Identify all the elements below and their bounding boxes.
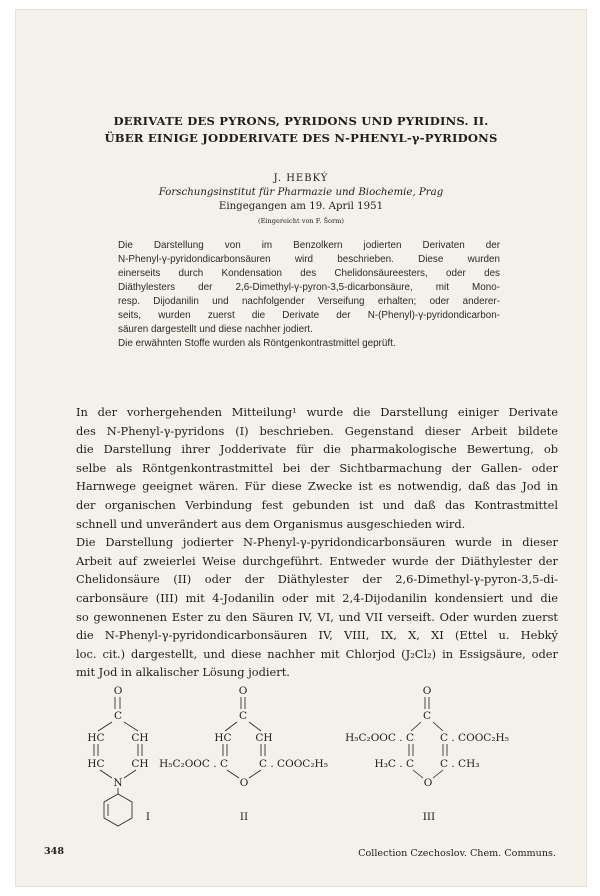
- abstract-line: seits, wurden zuerst die Derivate der N-(Phenyl)-γ-pyridondicarbon-: [118, 310, 500, 321]
- abstract-paragraph-1: [104, 239, 500, 337]
- article-title-line-1: DERIVATE DES PYRONS, PYRIDONS UND PYRIDINS. II.: [113, 114, 489, 128]
- body-line: des N-Phenyl-γ-pyridons (I) beschrieben. Gegenstand dieser Arbeit bildete: [76, 423, 558, 438]
- abstract-line: Diäthylesters der 2,6-Dimethyl-γ-pyron-3,5-dicarbonsäure, mit Mono-: [118, 282, 500, 293]
- atom-label: O: [238, 685, 248, 697]
- atom-label: N: [113, 777, 123, 789]
- institute: Forschungsinstitut für Pharmazie und Biochemie, Prag: [158, 187, 444, 198]
- atom-label: C: [238, 710, 248, 722]
- body-line: carbonsäure (III) mit 4-Jodanilin oder mit 2,4-Dijodanilin kondensiert und die: [76, 590, 558, 605]
- body-line: so gewonnenen Ester zu den Säuren IV, VI, und VII verseift. Oder wurden zuerst: [76, 609, 558, 624]
- body-line: der organischen Verbindung fest gebunden ist und daß das Kontrastmittel: [76, 497, 558, 512]
- atom-label: C . COOC₂H₅: [259, 758, 328, 770]
- atom-label: CH: [131, 732, 149, 744]
- structure-label-II: II: [239, 811, 249, 823]
- author-name: J. HEBKÝ: [273, 173, 329, 184]
- atom-label: HC: [87, 732, 105, 744]
- abstract-line: einerseits durch Kondensation des Chelidonsäureesters, oder des: [118, 268, 500, 279]
- atom-label: HC: [214, 732, 232, 744]
- atom-label: H₅C₂OOC . C: [345, 732, 414, 744]
- body-text: [60, 403, 558, 682]
- atom-label: CH: [255, 732, 273, 744]
- body-line: die Darstellung ihrer Jodderivate für die pharmakologische Bewertung, ob: [76, 442, 558, 457]
- body-line: Harnwege geeignet wären. Für diese Zwecke ist es notwendig, daß das Jod in: [76, 479, 558, 494]
- received-date: Eingegangen am 19. April 1951: [218, 201, 384, 212]
- presented-by: (Eingereicht von F. Šorm): [258, 217, 344, 225]
- atom-label: C: [422, 710, 432, 722]
- atom-label: CH: [131, 758, 149, 770]
- atom-label: O: [422, 685, 432, 697]
- body-paragraph-2: [60, 533, 558, 682]
- abstract-line: Die Darstellung von im Benzolkern jodierten Derivaten der: [118, 240, 500, 251]
- body-line: Die Darstellung jodierter N-Phenyl-γ-pyridondicarbonsäuren wurde in dieser: [76, 535, 558, 550]
- body-paragraph-1: [60, 403, 558, 533]
- atom-label: H₃C . C: [374, 758, 414, 770]
- atom-label: O: [423, 777, 433, 789]
- structure-II: [159, 685, 328, 823]
- body-line: schnell und unverändert aus dem Organismus ausgeschieden wird.: [76, 516, 466, 531]
- body-line: Chelidonsäure (II) oder der Diäthylester der 2,6-Dimethyl-γ-pyron-3,5-di-: [76, 572, 558, 587]
- atom-label: C: [113, 710, 123, 722]
- chemical-structures: [16, 682, 586, 832]
- body-line: Arbeit auf zweierlei Weise durchgeführt. Entweder wurde der Diäthylester der: [76, 553, 558, 568]
- atom-label: C . COOC₂H₅: [440, 732, 509, 744]
- atom-label: C . CH₃: [440, 758, 480, 770]
- journal-name: Collection Czechoslov. Chem. Communs.: [358, 848, 556, 859]
- body-line: mit Jod in alkalischer Lösung jodiert.: [76, 665, 290, 680]
- structure-I: [87, 685, 150, 826]
- structure-label-III: III: [422, 811, 436, 823]
- structure-III: [345, 685, 509, 823]
- atom-label: O: [239, 777, 249, 789]
- abstract: [104, 239, 500, 351]
- body-line: loc. cit.) dargestellt, und diese nachher mit Chlorjod (J₂Cl₂) in Essigsäure, oder: [76, 646, 558, 661]
- atom-label: HC: [87, 758, 105, 770]
- page-number: 348: [44, 846, 65, 857]
- atom-label: H₅C₂OOC . C: [159, 758, 228, 770]
- journal-page: [16, 10, 586, 886]
- atom-label: O: [113, 685, 123, 697]
- abstract-paragraph-2: Die erwähnten Stoffe wurden als Röntgenkontrastmittel geprüft.: [118, 338, 396, 349]
- abstract-line: N-Phenyl-γ-pyridondicarbonsäuren wird beschrieben. Diese wurden: [118, 254, 500, 265]
- body-line: die N-Phenyl-γ-pyridondicarbonsäuren IV, VIII, IX, X, XI (Ettel u. Hebký: [76, 628, 558, 643]
- abstract-line: säuren dargestellt und diese nachher jodiert.: [118, 324, 313, 335]
- body-line: selbe als Röntgenkontrastmittel bei der Sichtbarmachung der Gallen- oder: [76, 460, 558, 475]
- body-line: In der vorhergehenden Mitteilung¹ wurde die Darstellung einiger Derivate: [76, 405, 558, 419]
- article-title-line-2: ÜBER EINIGE JODDERIVATE DES N-PHENYL-γ-PYRIDONS: [104, 131, 498, 145]
- structure-label-I: I: [145, 811, 151, 823]
- abstract-line: resp. Dijodanilin und nachfolgender Verseifung erhalten; oder anderer-: [118, 296, 500, 307]
